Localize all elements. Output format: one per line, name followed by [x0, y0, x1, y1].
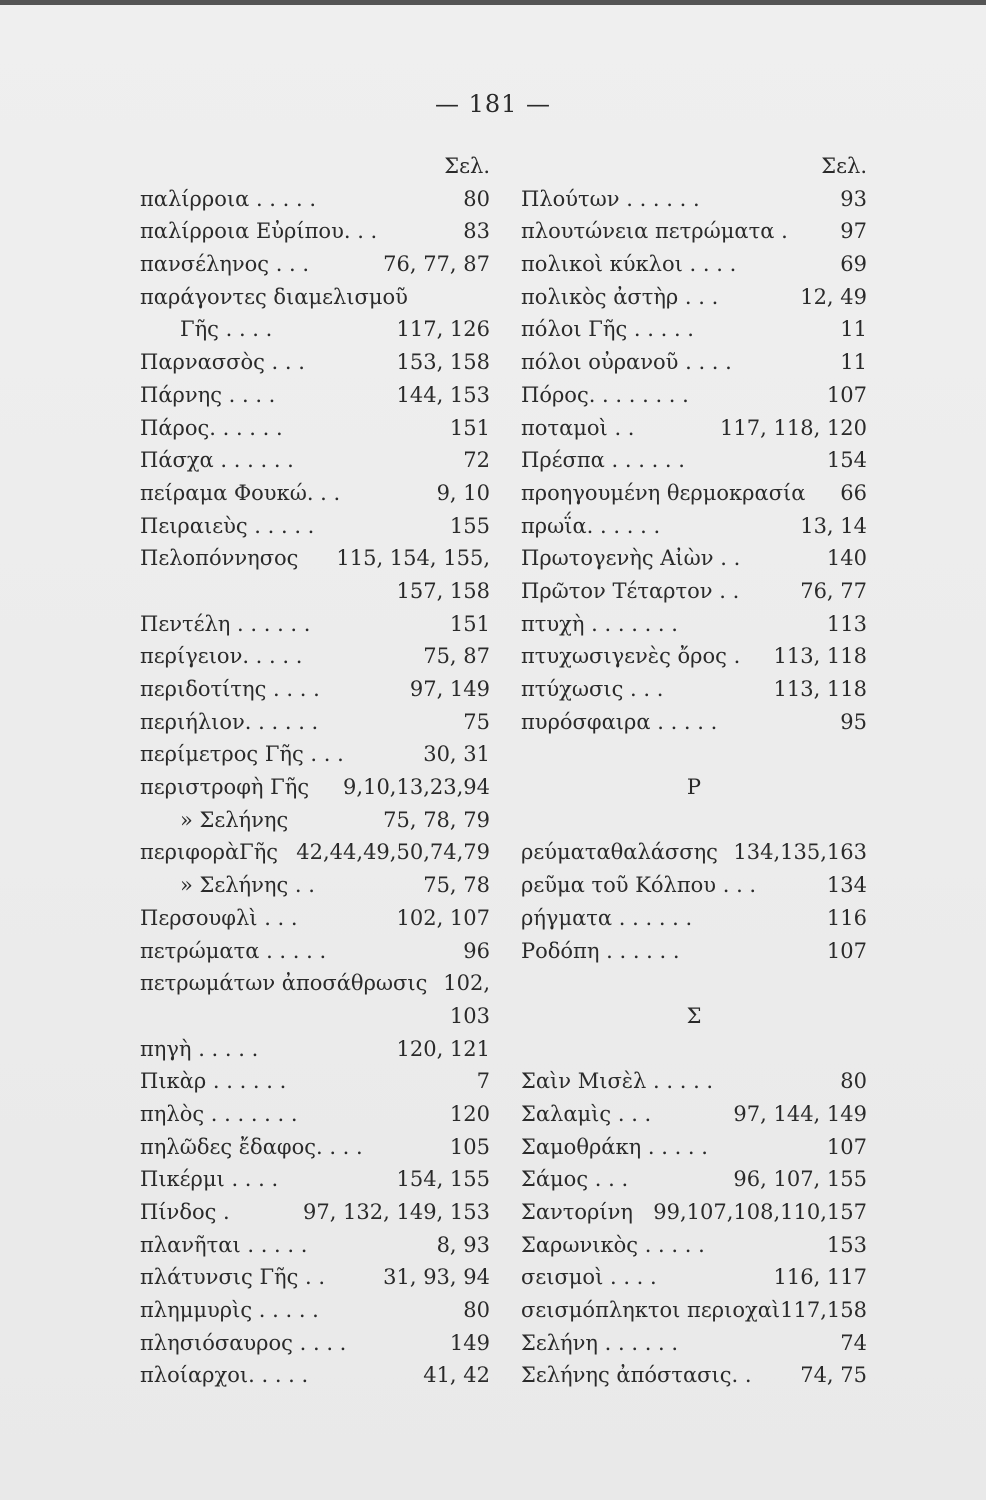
- index-pages: 41, 42: [423, 1363, 490, 1388]
- index-entry: [521, 1359, 867, 1392]
- index-entry: [521, 869, 867, 902]
- index-term: Πόρος. . . . . . . .: [521, 382, 689, 407]
- index-term: Ροδόπη . . . . . .: [521, 938, 680, 963]
- index-term: πλημμυρὶς . . . . .: [140, 1298, 319, 1323]
- index-entry: [140, 902, 490, 935]
- index-term: Σαρωνικὸς . . . . .: [521, 1232, 705, 1257]
- index-pages: 11: [840, 350, 867, 375]
- index-pages: 76, 77: [800, 578, 867, 603]
- index-term: Σελήνη . . . . . .: [521, 1330, 679, 1355]
- index-entry: [140, 771, 490, 804]
- index-entry: [140, 869, 490, 902]
- index-term: πολικὸς ἀστὴρ . . .: [521, 284, 719, 309]
- index-term: Ρ: [686, 775, 702, 800]
- index-term: Σάμος . . .: [521, 1167, 629, 1192]
- index-term: περίμετρος Γῆς . . .: [140, 742, 344, 767]
- index-pages: 113, 118: [773, 677, 867, 701]
- index-entry: [140, 248, 490, 281]
- index-term: ρήγματα . . . . . .: [521, 905, 693, 930]
- index-entry: [521, 379, 867, 412]
- index-pages: 155: [449, 513, 490, 538]
- index-term: περιστροφὴ Γῆς: [140, 775, 310, 800]
- index-pages: 115, 154, 155,: [336, 546, 490, 571]
- index-term: Παρνασσὸς . . .: [140, 350, 305, 375]
- index-entry: [521, 706, 867, 739]
- index-term: πρωΐα. . . . . .: [521, 513, 661, 538]
- index-pages: 11: [840, 317, 867, 342]
- index-column-left: [140, 150, 490, 1392]
- column-header-label: Σελ.: [821, 154, 867, 178]
- index-term: Πικὰρ . . . . . .: [140, 1069, 287, 1094]
- index-entries-left: [140, 183, 490, 1392]
- index-entry: [521, 412, 867, 445]
- index-term: Σαντορίνη: [521, 1200, 633, 1224]
- index-term: Πλούτων . . . . . .: [521, 186, 700, 211]
- index-term: πλάτυνσις Γῆς . .: [140, 1265, 326, 1290]
- index-entry: [521, 967, 867, 1000]
- index-term: Σ: [686, 1003, 702, 1028]
- index-entry: [521, 215, 867, 248]
- index-pages: 72: [463, 448, 490, 473]
- index-pages: 80: [463, 1298, 490, 1323]
- index-pages: 42,44,49,50,74,79: [296, 840, 490, 865]
- index-term: ρεῦμα τοῦ Κόλπου . . .: [521, 873, 757, 898]
- index-entry: [140, 1261, 490, 1294]
- index-term: Πικέρμι . . . .: [140, 1167, 279, 1192]
- index-pages: 13, 14: [800, 513, 867, 538]
- index-entry: [521, 510, 867, 543]
- index-entry: [140, 510, 490, 543]
- index-term: πετρώματα . . . . .: [140, 938, 327, 963]
- index-pages: 7: [476, 1069, 490, 1094]
- index-pages: 97: [840, 219, 867, 244]
- index-term: πλησιόσαυρος . . . .: [140, 1330, 347, 1355]
- column-header: [140, 150, 490, 183]
- index-pages: 75, 78, 79: [383, 807, 490, 832]
- index-term: σεισμόπληκτοι περιοχαὶ: [521, 1298, 781, 1323]
- index-term: πηλῶδες ἔδαφος. . . .: [140, 1134, 363, 1159]
- index-pages: 107: [826, 938, 867, 963]
- index-term: Σαλαμὶς . . .: [521, 1101, 652, 1126]
- index-entry: [140, 738, 490, 771]
- index-pages: 97, 149: [409, 677, 490, 701]
- index-pages: 107: [826, 382, 867, 407]
- index-entry: [521, 1196, 867, 1229]
- index-term: ρεύματαθαλάσσης: [521, 840, 718, 865]
- index-pages: 116, 117: [773, 1265, 867, 1290]
- index-entry: [140, 1065, 490, 1098]
- index-entry: [521, 183, 867, 216]
- index-entry: [140, 935, 490, 968]
- index-term: σεισμοὶ . . . .: [521, 1265, 657, 1290]
- index-pages: 107: [826, 1134, 867, 1159]
- index-term: Πελοπόννησος: [140, 546, 299, 571]
- index-term: πηλὸς . . . . . . .: [140, 1101, 298, 1126]
- index-entry: [140, 1294, 490, 1327]
- column-header: [521, 150, 867, 183]
- index-term: Πάρνης . . . .: [140, 382, 276, 407]
- index-entry: [521, 1327, 867, 1360]
- index-pages: 149: [449, 1330, 490, 1355]
- index-entry: [140, 1000, 490, 1033]
- index-entry: [140, 313, 490, 346]
- index-entry: [521, 1131, 867, 1164]
- index-entry: [521, 575, 867, 608]
- index-entry: [521, 1098, 867, 1131]
- index-pages: 97, 132, 149, 153: [302, 1200, 490, 1224]
- index-pages: 80: [840, 1069, 867, 1094]
- index-pages: 151: [449, 611, 490, 636]
- index-entry: [140, 1196, 490, 1229]
- index-entry: [140, 346, 490, 379]
- page-number: — 181 —: [434, 90, 552, 118]
- index-pages: 75: [463, 709, 490, 734]
- index-term: πλοίαρχοι. . . . .: [140, 1363, 309, 1388]
- index-entry: [521, 1163, 867, 1196]
- index-term: Πρωτογενὴς Αἰὼν . .: [521, 546, 741, 571]
- index-term: Πρέσπα . . . . . .: [521, 448, 685, 473]
- index-pages: 113: [826, 611, 867, 636]
- index-term: Σαὶν Μισὲλ . . . . .: [521, 1069, 714, 1094]
- index-term: πλουτώνεια πετρώματα .: [521, 219, 788, 244]
- index-pages: 157, 158: [396, 578, 490, 603]
- index-entry: [140, 1229, 490, 1262]
- index-term: Πάρος. . . . . .: [140, 415, 283, 440]
- index-pages: 75, 87: [423, 644, 490, 669]
- index-term: Πρῶτον Τέταρτον . .: [521, 578, 740, 603]
- index-entry: [140, 412, 490, 445]
- section-letter: [521, 771, 867, 804]
- index-entry: [140, 608, 490, 641]
- index-pages: 134,135,163: [733, 840, 867, 865]
- index-term: περιφορὰΓῆς: [140, 840, 279, 865]
- index-term: πανσέληνος . . .: [140, 252, 310, 277]
- index-entry: [521, 1261, 867, 1294]
- index-entry: [521, 281, 867, 314]
- index-entry: [521, 477, 867, 510]
- index-entry: [521, 1229, 867, 1262]
- index-pages: 12, 49: [800, 284, 867, 309]
- index-pages: 153: [826, 1232, 867, 1257]
- index-column-right: [521, 150, 867, 1392]
- index-entry: [140, 281, 490, 314]
- index-pages: 9,10,13,23,94: [343, 775, 490, 800]
- section-letter: [521, 1000, 867, 1033]
- index-pages: 96, 107, 155: [733, 1167, 867, 1192]
- index-term: Πειραιεὺς . . . . .: [140, 513, 315, 538]
- index-pages: 117, 126: [396, 317, 490, 342]
- index-pages: 74, 75: [800, 1363, 867, 1388]
- index-entry: [140, 1131, 490, 1164]
- index-term: πολικοὶ κύκλοι . . . .: [521, 252, 737, 277]
- index-entry: [140, 1359, 490, 1392]
- index-term: πηγὴ . . . . .: [140, 1036, 259, 1061]
- index-entry: [140, 542, 490, 575]
- index-entry: [521, 1065, 867, 1098]
- index-term: περιήλιον. . . . . .: [140, 709, 319, 734]
- index-term: πετρωμάτων ἀποσάθρωσις: [140, 971, 428, 996]
- index-pages: 140: [826, 546, 867, 571]
- index-entry: [140, 1327, 490, 1360]
- index-term: ποταμοὶ . .: [521, 415, 635, 440]
- index-pages: 96: [463, 938, 490, 963]
- index-entry: [140, 444, 490, 477]
- index-pages: 76, 77, 87: [383, 252, 490, 277]
- index-term: παλίρροια . . . . .: [140, 186, 317, 211]
- index-term: πτυχωσιγενὲς ὄρος .: [521, 644, 741, 669]
- index-entry: [521, 542, 867, 575]
- index-pages: 113, 118: [773, 644, 867, 669]
- index-pages: 102, 107: [396, 905, 490, 930]
- index-entry: [521, 313, 867, 346]
- index-term: προηγουμένη θερμοκρασία: [521, 480, 806, 505]
- index-term: » Σελήνης: [180, 807, 289, 832]
- index-entry: [521, 673, 867, 706]
- index-pages: 116: [826, 905, 867, 930]
- index-pages: 31, 93, 94: [383, 1265, 490, 1290]
- index-term: Πάσχα . . . . . .: [140, 448, 294, 473]
- index-pages: 120: [449, 1101, 490, 1126]
- index-pages: 153, 158: [396, 350, 490, 375]
- index-pages: 93: [840, 186, 867, 211]
- index-entries-right: [521, 183, 867, 1392]
- index-term: περιδοτίτης . . . .: [140, 677, 320, 701]
- index-term: Περσουφλὶ . . .: [140, 905, 298, 930]
- index-pages: 66: [840, 480, 867, 505]
- index-pages: 97, 144, 149: [733, 1101, 867, 1126]
- index-pages: 83: [463, 219, 490, 244]
- index-entry: [140, 575, 490, 608]
- index-entry: [140, 804, 490, 837]
- index-pages: 99,107,108,110,157: [653, 1200, 867, 1224]
- index-pages: 8, 93: [436, 1232, 490, 1257]
- index-term: Πεντέλη . . . . . .: [140, 611, 311, 636]
- index-pages: 80: [463, 186, 490, 211]
- index-pages: 154, 155: [396, 1167, 490, 1192]
- index-pages: 154: [826, 448, 867, 473]
- index-entry: [521, 1294, 867, 1327]
- index-term: Πίνδος .: [140, 1200, 230, 1224]
- index-entry: [521, 640, 867, 673]
- index-entry: [521, 248, 867, 281]
- index-entry: [521, 804, 867, 837]
- index-term: Σελήνης ἀπόστασις. .: [521, 1363, 752, 1388]
- index-term: πείραμα Φουκώ. . .: [140, 480, 341, 505]
- page-top-edge: [0, 0, 986, 5]
- index-pages: 103: [449, 1003, 490, 1028]
- index-entry: [140, 183, 490, 216]
- index-pages: 144, 153: [396, 382, 490, 407]
- index-term: πλανῆται . . . . .: [140, 1232, 308, 1257]
- index-entry: [521, 935, 867, 968]
- index-term: πτυχὴ . . . . . . .: [521, 611, 678, 636]
- index-pages: 134: [826, 873, 867, 898]
- index-pages: 75, 78: [423, 873, 490, 898]
- index-term: πτύχωσις . . .: [521, 677, 664, 701]
- index-term: περίγειον. . . . .: [140, 644, 303, 669]
- index-entry: [140, 1163, 490, 1196]
- index-entry: [521, 1033, 867, 1066]
- index-entry: [140, 215, 490, 248]
- index-entry: [140, 1033, 490, 1066]
- index-pages: 69: [840, 252, 867, 277]
- index-entry: [140, 673, 490, 706]
- index-pages: 120, 121: [396, 1036, 490, 1061]
- index-pages: 30, 31: [423, 742, 490, 767]
- index-term: παλίρροια Εὐρίπου. . .: [140, 219, 378, 244]
- index-entry: [140, 379, 490, 412]
- index-entry: [140, 706, 490, 739]
- index-pages: 95: [840, 709, 867, 734]
- index-pages: 117,158: [780, 1298, 867, 1323]
- index-term: Γῆς . . . .: [180, 317, 273, 342]
- index-term: πόλοι οὐρανοῦ . . . .: [521, 350, 732, 375]
- index-entry: [521, 836, 867, 869]
- index-term: » Σελήνης . .: [180, 873, 315, 898]
- index-entry: [521, 902, 867, 935]
- index-pages: 9, 10: [436, 480, 490, 505]
- index-pages: 117, 118, 120: [720, 415, 867, 440]
- index-entry: [140, 640, 490, 673]
- index-entry: [140, 477, 490, 510]
- index-term: πυρόσφαιρα . . . . .: [521, 709, 718, 734]
- index-entry: [521, 738, 867, 771]
- index-pages: 74: [840, 1330, 867, 1355]
- index-entry: [140, 836, 490, 869]
- index-term: πόλοι Γῆς . . . . .: [521, 317, 694, 342]
- index-entry: [140, 1098, 490, 1131]
- index-entry: [521, 608, 867, 641]
- index-pages: 102,: [443, 971, 490, 996]
- index-entry: [521, 346, 867, 379]
- index-term: παράγοντες διαμελισμοῦ: [140, 284, 408, 309]
- column-header-label: Σελ.: [444, 154, 490, 178]
- index-pages: 151: [449, 415, 490, 440]
- index-pages: 105: [449, 1134, 490, 1159]
- index-entry: [140, 967, 490, 1000]
- index-entry: [521, 444, 867, 477]
- index-term: Σαμοθράκη . . . . .: [521, 1134, 708, 1159]
